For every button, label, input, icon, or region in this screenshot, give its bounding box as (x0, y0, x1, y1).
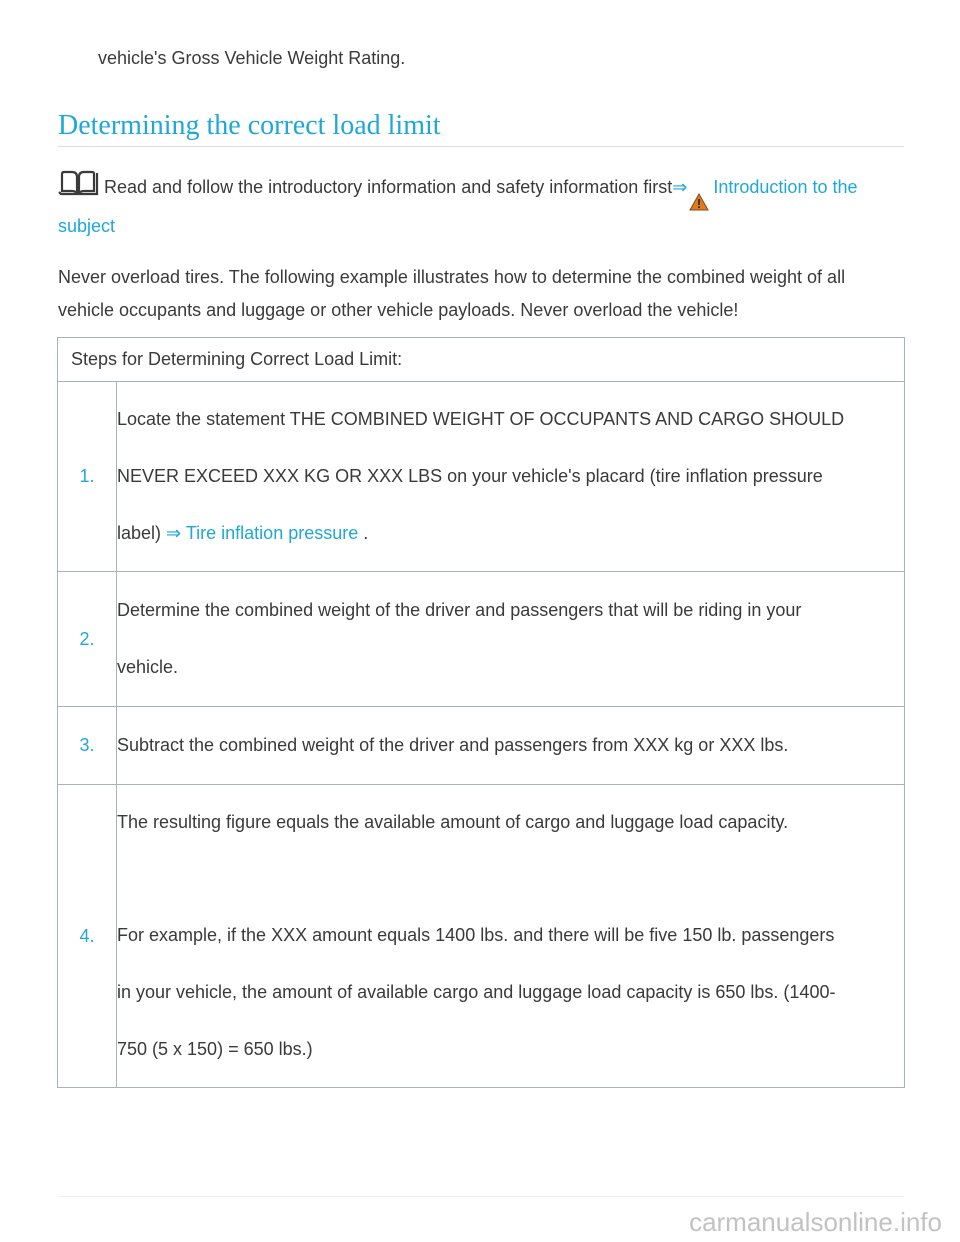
watermark: carmanualsonline.info (689, 1207, 942, 1237)
step-text (117, 785, 905, 1088)
step-number: 2. (58, 572, 117, 707)
step-number: 4. (58, 785, 117, 1088)
step-line: For example, if the XXX amount equals 1400 lbs. and there will be five 150 lb. passengers (117, 925, 835, 945)
step-number: 3. (58, 707, 117, 785)
intro-text: Read and follow the introductory information and safety information first (104, 177, 673, 197)
table-row (58, 382, 905, 572)
book-icon (58, 170, 100, 196)
table-header: Steps for Determining Correct Load Limit: (58, 338, 905, 382)
intro-paragraph (58, 170, 904, 242)
step-number: 1. (58, 382, 117, 572)
step-line: 750 (5 x 150) = 650 lbs.) (117, 1039, 313, 1059)
step-line: vehicle. (117, 657, 179, 677)
table-row (58, 707, 905, 785)
link-label: Tire inflation pressure (185, 523, 359, 543)
continued-text: vehicle's Gross Vehicle Weight Rating. (98, 48, 406, 68)
step-line (117, 505, 904, 562)
tire-inflation-link[interactable] (166, 523, 358, 543)
step-text (117, 707, 905, 785)
step-line: in your vehicle, the amount of available cargo and luggage load capacity is 650 lbs. (1400- (117, 982, 836, 1002)
intro-link-arrow[interactable]: ⇒ (672, 177, 688, 197)
footer-divider (58, 1196, 904, 1197)
step-line: The resulting figure equals the available amount of cargo and luggage load capacity. (117, 812, 789, 832)
step-text (117, 382, 905, 572)
step-line-suffix: . (363, 523, 369, 543)
step-line: Determine the combined weight of the driver and passengers that will be riding in your (117, 600, 802, 620)
step-line: NEVER EXCEED XXX KG OR XXX LBS on your vehicle's placard (tire inflation pressure (117, 466, 823, 486)
table-row (58, 572, 905, 707)
body-paragraph: Never overload tires. The following example illustrates how to determine the combined weight of all vehicle occupants and luggage or other vehicle payloads. Never overload the vehicle! (58, 267, 846, 320)
step-text (117, 572, 905, 707)
step-line: Subtract the combined weight of the driver and passengers from XXX kg or XXX lbs. (117, 735, 789, 755)
table-row (58, 785, 905, 1088)
table-header-row (58, 338, 905, 382)
step-line-prefix: label) (117, 523, 162, 543)
warning-triangle-icon (689, 193, 709, 211)
step-line: Locate the statement THE COMBINED WEIGHT OF OCCUPANTS AND CARGO SHOULD (117, 409, 845, 429)
steps-table (57, 337, 905, 1088)
section-heading: Determining the correct load limit (58, 110, 904, 147)
link-arrow: ⇒ (166, 523, 182, 543)
introduction-link[interactable]: Introduction to the subject (58, 177, 858, 236)
